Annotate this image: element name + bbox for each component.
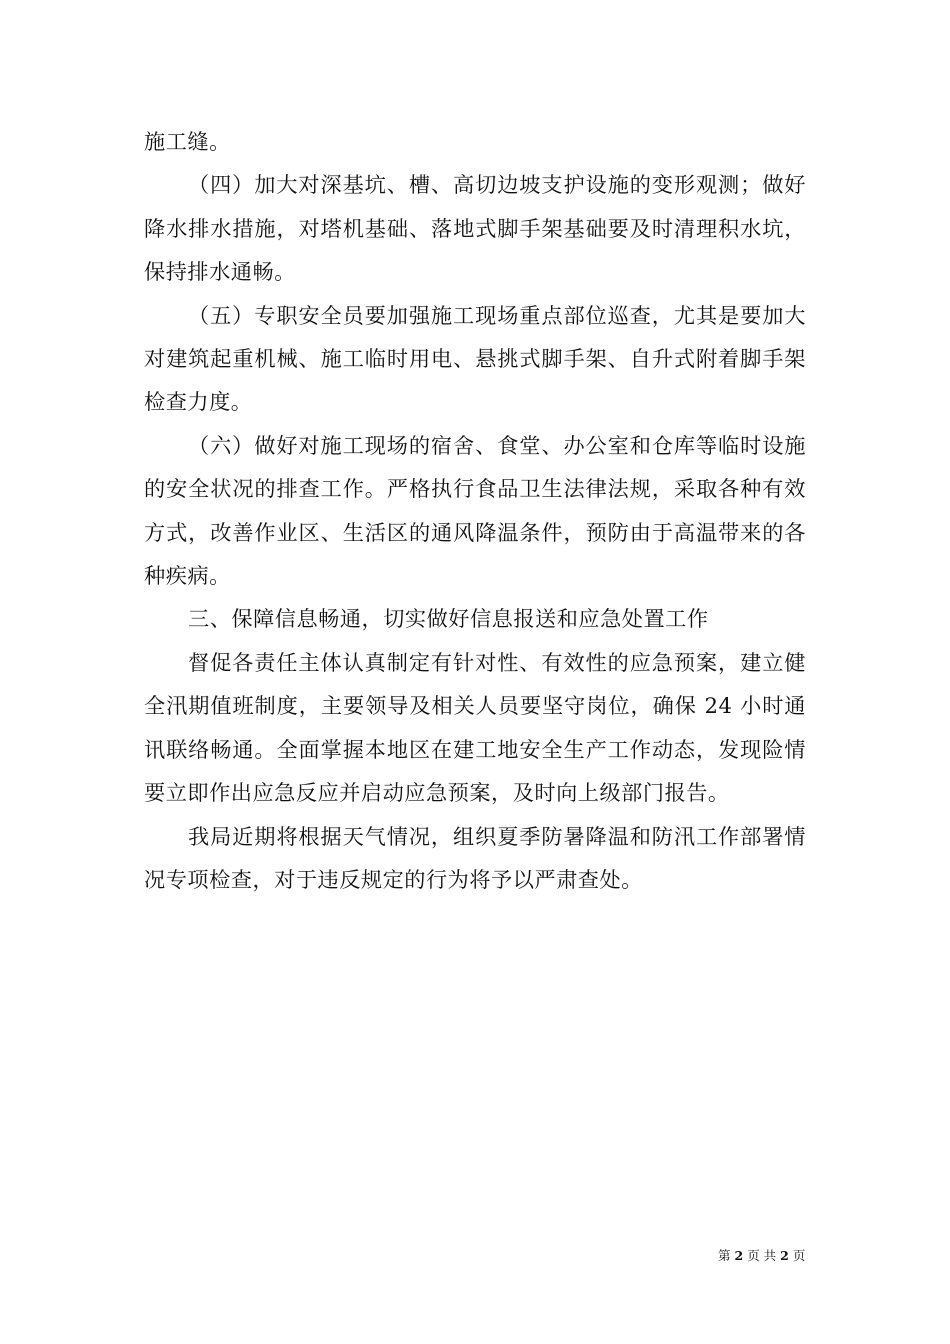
page-number — [718, 1247, 805, 1265]
total-pages-number: 2 — [780, 1248, 789, 1263]
page-prefix: 第 — [718, 1248, 731, 1263]
paragraph: （四）加大对深基坑、槽、高切边坡支护设施的变形观测；做好降水排水措施，对塔机基础、落地式脚手架基础要及时清理积水坑，保持排水通畅。 — [144, 172, 806, 285]
document-body — [144, 120, 806, 901]
paragraph: （五）专职安全员要加强施工现场重点部位巡查，尤其是要加大对建筑起重机械、施工临时用电、悬挑式脚手架、自升式附着脚手架检查力度。 — [144, 302, 806, 415]
page-middle: 页 共 — [747, 1248, 777, 1263]
paragraph: （六）做好对施工现场的宿舍、食堂、办公室和仓库等临时设施的安全状况的排查工作。严格执行食品卫生法律法规，采取各种有效方式，改善作业区、生活区的通风降温条件，预防由于高温带来的各种疾病。 — [144, 432, 806, 589]
page-suffix: 页 — [792, 1248, 806, 1263]
paragraph: 施工缝。 — [144, 129, 231, 154]
section-heading: 三、保障信息畅通，切实做好信息报送和应急处置工作 — [188, 606, 709, 632]
current-page-number: 2 — [734, 1248, 744, 1263]
paragraph: 我局近期将根据天气情况，组织夏季防暑降温和防汛工作部署情况专项检查，对于违反规定的行为将予以严肃查处。 — [144, 823, 806, 892]
paragraph: 督促各责任主体认真制定有针对性、有效性的应急预案，建立健全汛期值班制度，主要领导及相关人员要坚守岗位，确保 24 小时通讯联络畅通。全面掌握本地区在建工地安全生产工作动态，发现险情要立即作出应急反应并启动应急预案，及时向上级部门报告。 — [144, 649, 806, 806]
